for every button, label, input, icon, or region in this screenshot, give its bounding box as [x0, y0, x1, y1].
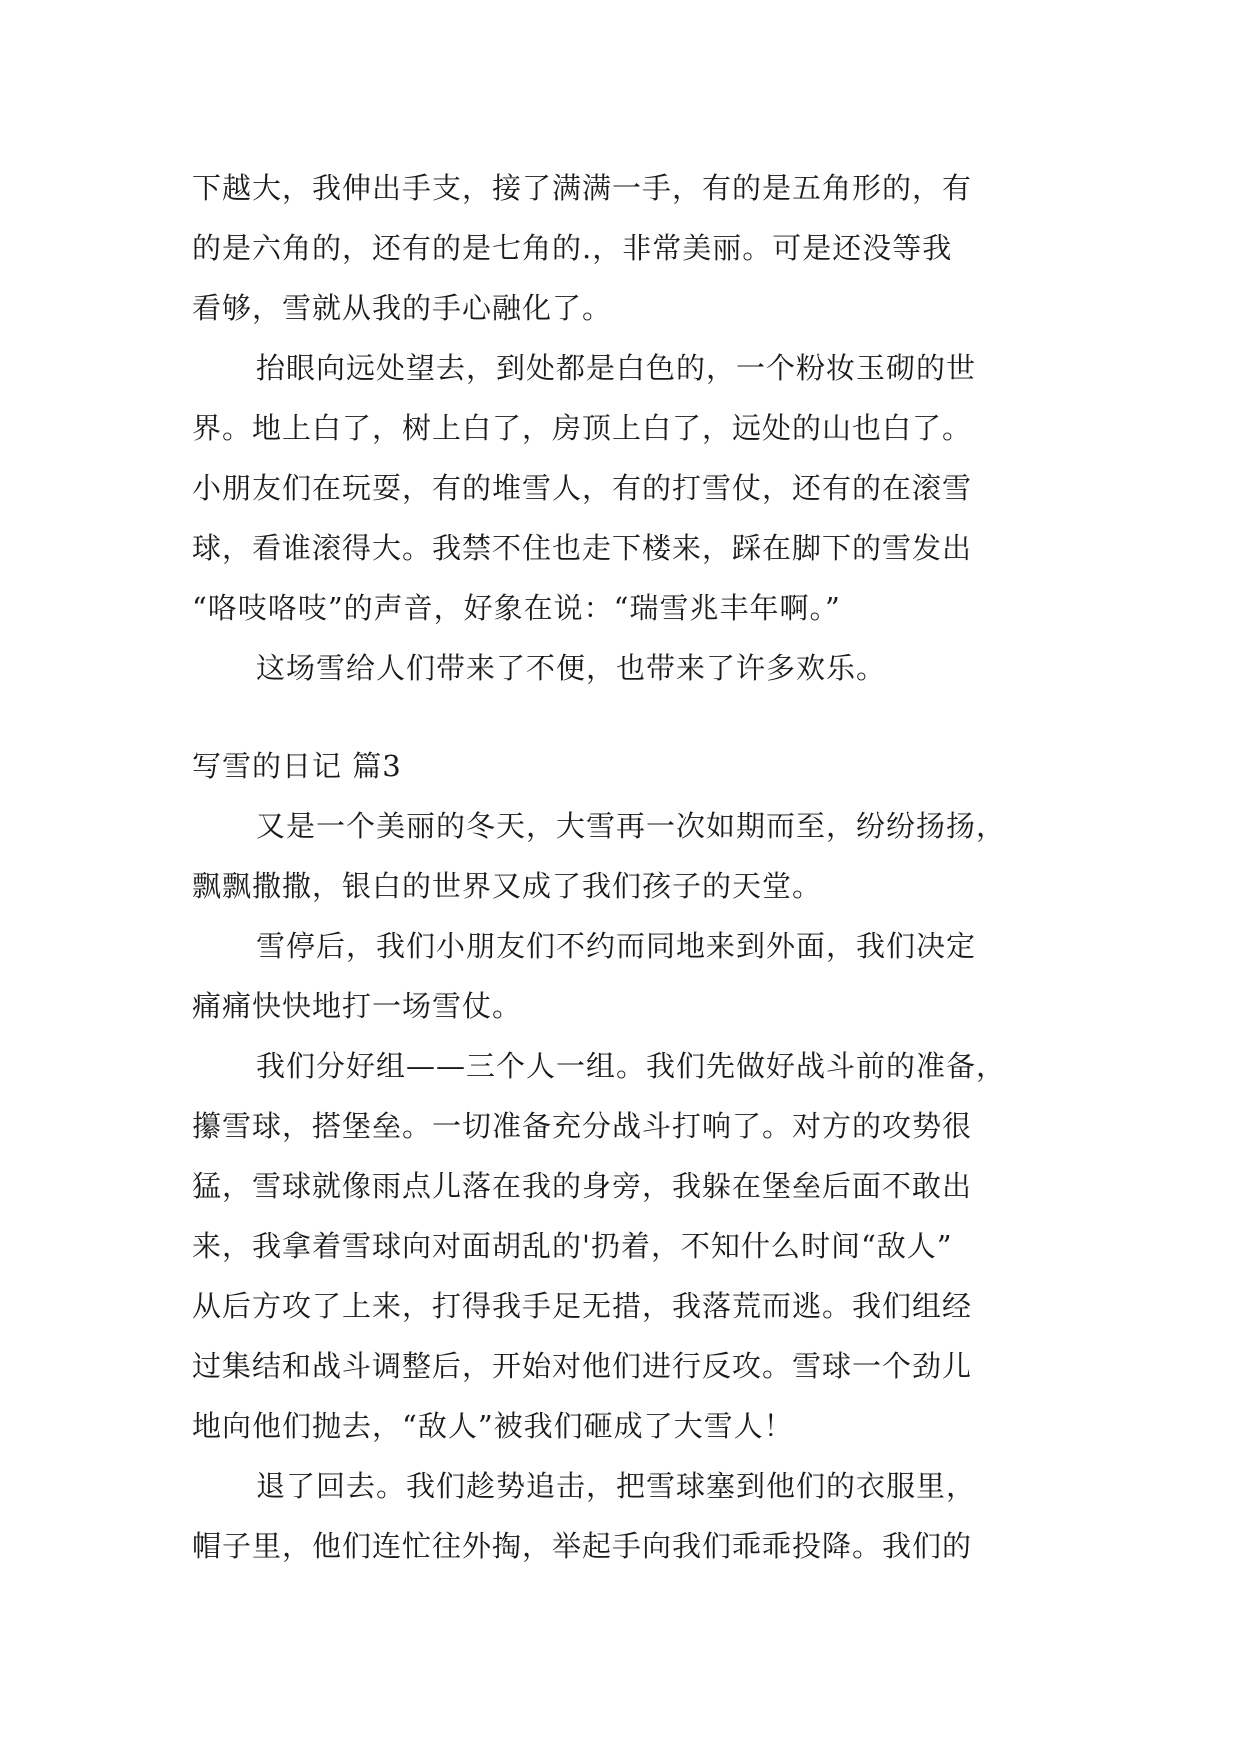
text-line: 痛痛快快地打一场雪仗。 — [192, 989, 523, 1023]
text-line: 球，看谁滚得大。我禁不住也走下楼来，踩在脚下的雪发出 — [192, 531, 973, 565]
text-line: 又是一个美丽的冬天，大雪再一次如期而至，纷纷扬扬， — [256, 809, 1007, 843]
text-line: 从后方攻了上来，打得我手足无措，我落荒而逃。我们组经 — [192, 1289, 973, 1323]
text-line: 过集结和战斗调整后，开始对他们进行反攻。雪球一个劲儿 — [192, 1349, 973, 1383]
text-line: 下越大，我伸出手支，接了满满一手，有的是五角形的，有 — [192, 171, 973, 205]
text-line: 抬眼向远处望去，到处都是白色的，一个粉妆玉砌的世 — [256, 351, 977, 385]
document-body — [192, 0, 1072, 1754]
text-line: 地向他们抛去，“敌人”被我们砸成了大雪人！ — [192, 1409, 794, 1443]
text-line: 来，我拿着雪球向对面胡乱的'扔着，不知什么时间“敌人” — [192, 1229, 953, 1263]
text-line: 退了回去。我们趁势追击，把雪球塞到他们的衣服里， — [256, 1469, 977, 1503]
text-line: 帽子里，他们连忙往外掏，举起手向我们乖乖投降。我们的 — [192, 1529, 973, 1563]
text-line: “咯吱咯吱”的声音，好象在说：“瑞雪兆丰年啊。” — [192, 591, 841, 625]
text-line: 攥雪球，搭堡垒。一切准备充分战斗打响了。对方的攻势很 — [192, 1109, 973, 1143]
text-line: 猛，雪球就像雨点儿落在我的身旁，我躲在堡垒后面不敢出 — [192, 1169, 973, 1203]
section-heading: 写雪的日记 篇3 — [192, 749, 402, 783]
text-line: 界。地上白了，树上白了，房顶上白了，远处的山也白了。 — [192, 411, 973, 445]
text-line: 雪停后，我们小朋友们不约而同地来到外面，我们决定 — [256, 929, 977, 963]
text-line: 的是六角的，还有的是七角的.，非常美丽。可是还没等我 — [192, 231, 953, 265]
text-line: 我们分好组——三个人一组。我们先做好战斗前的准备， — [256, 1049, 1007, 1083]
text-line: 看够，雪就从我的手心融化了。 — [192, 291, 613, 325]
text-line: 这场雪给人们带来了不便，也带来了许多欢乐。 — [256, 651, 887, 685]
text-line: 小朋友们在玩耍，有的堆雪人，有的打雪仗，还有的在滚雪 — [192, 471, 973, 505]
text-line: 飘飘撒撒，银白的世界又成了我们孩子的天堂。 — [192, 869, 823, 903]
